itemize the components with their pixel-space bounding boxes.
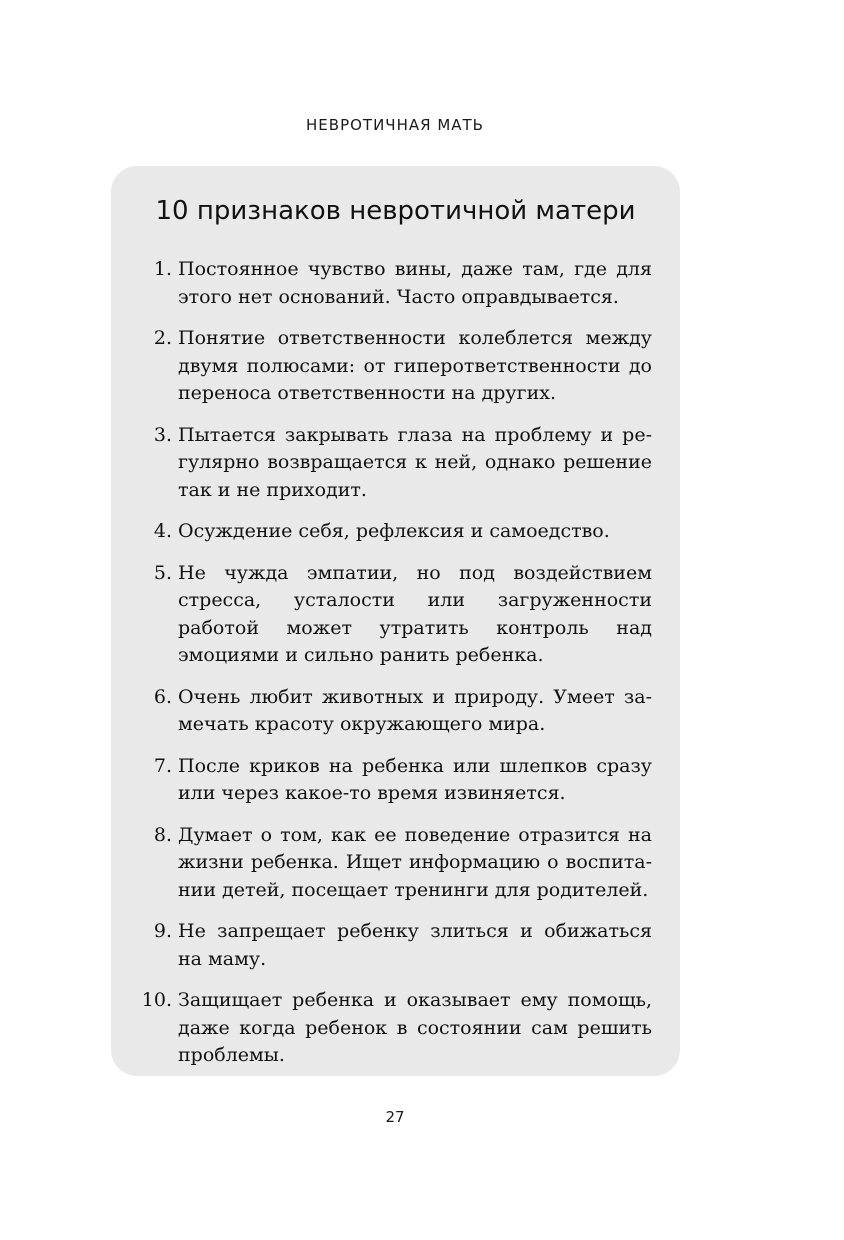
item-number: 7.: [153, 754, 172, 777]
item-number: 1.: [153, 258, 172, 280]
item-number: 5.: [153, 561, 172, 584]
item-text: Не запрещает ребенку злиться и обижаться на маму.: [178, 920, 652, 970]
list-item-7: [140, 753, 652, 808]
list-item-8: [140, 822, 652, 905]
list-item-10: [140, 987, 652, 1070]
list-item-9: [140, 918, 652, 973]
list-item-3: [140, 422, 652, 505]
item-number: 10.: [141, 989, 172, 1011]
item-text: Очень любит животных и природу. Умеет замечать красоту окружающего мира.: [178, 685, 652, 735]
item-number: 9.: [153, 920, 172, 942]
running-head: НЕВРОТИЧНАЯ МАТЬ: [306, 116, 484, 134]
item-text: Думает о том, как ее поведение отразится на жизни ребенка. Ищет информацию о воспитании детей, посещает тренинги для родителей.: [178, 823, 652, 901]
item-number: 2.: [153, 327, 172, 349]
item-text: Осуждение себя, рефлексия и самоедство.: [178, 520, 610, 542]
list-item-5: [140, 560, 652, 670]
item-text: Понятие ответственности колеблется между двумя полюсами: от гиперответственности до переноса ответственности на других.: [178, 327, 652, 404]
list-item-1: [140, 256, 652, 311]
signs-list: [140, 256, 652, 1084]
list-item-4: [140, 518, 652, 546]
box-title: 10 признаков невротичной матери: [155, 196, 636, 226]
page-number: 27: [385, 1108, 405, 1126]
item-text: Пытается закрывать глаза на проблему и регулярно возвращается к ней, однако решение так и не приходит.: [178, 423, 652, 501]
item-text: Не чужда эмпатии, но под воздействием стресса, усталости или загруженности работой может утратить контроль над эмоциями и сильно ранить ребенка.: [178, 561, 652, 666]
item-text: Защищает ребенка и оказывает ему помощь, даже когда ребенок в состоянии сам решить проблемы.: [178, 989, 652, 1066]
item-text: Постоянное чувство вины, даже там, где для этого нет оснований. Часто оправдывается.: [178, 258, 652, 308]
list-item-6: [140, 684, 652, 739]
item-number: 8.: [153, 823, 172, 846]
item-number: 3.: [153, 423, 172, 446]
item-text: После криков на ребенка или шлепков сразу или через какое-то время извиняется.: [178, 754, 652, 804]
item-number: 4.: [153, 520, 172, 542]
item-number: 6.: [153, 685, 172, 708]
list-item-2: [140, 325, 652, 408]
